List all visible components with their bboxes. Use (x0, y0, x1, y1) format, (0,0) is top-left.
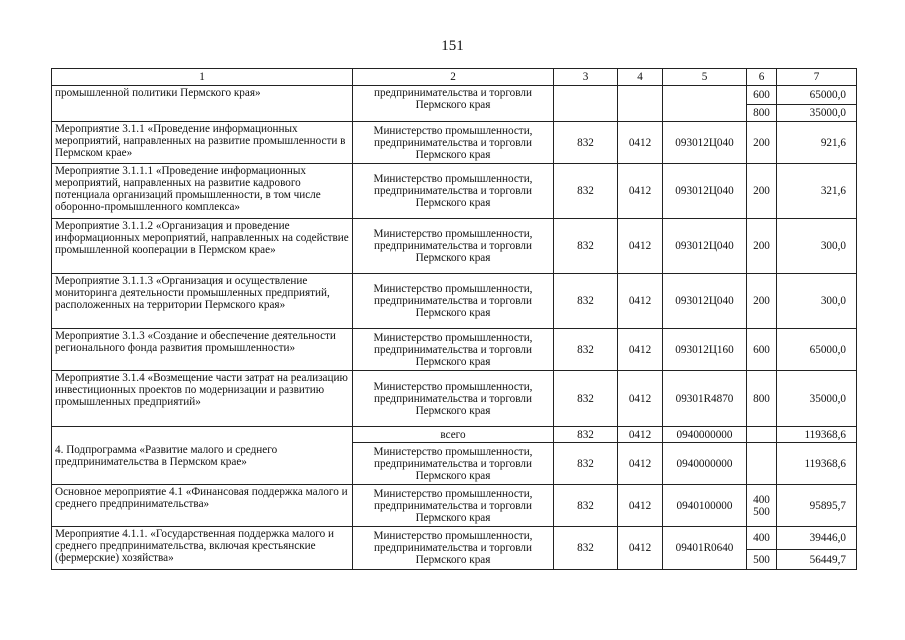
header-cell: 1 (52, 69, 353, 86)
cell-c3 (554, 86, 618, 122)
cell-c7: 300,0 (777, 219, 857, 274)
cell-c5: 09401R0640 (663, 527, 747, 570)
cell-c6: 600 (747, 329, 777, 371)
cell-c6: 200 (747, 164, 777, 219)
cell-c5: 093012Ц040 (663, 219, 747, 274)
cell-c4: 0412 (618, 122, 663, 164)
cell-c4 (618, 86, 663, 122)
responsible: Министерство промышленности, предпринимательства и торговли Пермского края (353, 274, 554, 329)
cell-c3: 832 (554, 485, 618, 527)
table-row (52, 86, 857, 105)
table-row (52, 219, 857, 274)
cell-c6 (747, 443, 777, 485)
responsible: Министерство промышленности, предпринимательства и торговли Пермского края (353, 164, 554, 219)
cell-c6: 400 (747, 527, 777, 550)
cell-c5: 0940100000 (663, 485, 747, 527)
item-name: Мероприятие 3.1.1.3 «Организация и осуществление мониторинга деятельности промышленных предприятий, расположенных на территории Пермского края» (52, 274, 353, 329)
cell-c3: 832 (554, 443, 618, 485)
cell-c3: 832 (554, 371, 618, 427)
cell-c4: 0412 (618, 527, 663, 570)
cell-c6: 200 (747, 122, 777, 164)
cell-c7: 65000,0 (777, 329, 857, 371)
cell-c7: 95895,7 (777, 485, 857, 527)
responsible: Министерство промышленности, предпринимательства и торговли Пермского края (353, 219, 554, 274)
cell-c7: 56449,7 (777, 550, 857, 570)
table-row (52, 485, 857, 527)
responsible: Министерство промышленности, предпринимательства и торговли Пермского края (353, 443, 554, 485)
cell-c4: 0412 (618, 274, 663, 329)
cell-c7: 35000,0 (777, 371, 857, 427)
cell-c5: 093012Ц040 (663, 164, 747, 219)
cell-c4: 0412 (618, 164, 663, 219)
table-row (52, 427, 857, 443)
cell-c6: 800 (747, 105, 777, 122)
item-name: промышленной политики Пермского края» (52, 86, 353, 122)
table-row (52, 329, 857, 371)
item-name: Мероприятие 3.1.3 «Создание и обеспечение деятельности регионального фонда развития промышленности» (52, 329, 353, 371)
cell-c6: 800 (747, 371, 777, 427)
cell-c6: 500 (747, 550, 777, 570)
cell-c4: 0412 (618, 485, 663, 527)
responsible: предпринимательства и торговли Пермского края (353, 86, 554, 122)
header-cell: 3 (554, 69, 618, 86)
item-name: Мероприятие 3.1.1.1 «Проведение информационных мероприятий, направленных на развитие кадрового потенциала организаций промышленности, в том числе оборонно-промышленного комплекса» (52, 164, 353, 219)
header-cell: 7 (777, 69, 857, 86)
header-cell: 6 (747, 69, 777, 86)
cell-c6 (747, 485, 777, 527)
cell-c4: 0412 (618, 443, 663, 485)
responsible: Министерство промышленности, предпринимательства и торговли Пермского края (353, 485, 554, 527)
cell-c3: 832 (554, 427, 618, 443)
cell-c6-line: 500 (753, 505, 770, 518)
responsible: Министерство промышленности, предпринимательства и торговли Пермского края (353, 527, 554, 570)
cell-c7: 35000,0 (777, 105, 857, 122)
table-row (52, 164, 857, 219)
header-row (52, 69, 857, 86)
cell-c3: 832 (554, 274, 618, 329)
cell-c7: 119368,6 (777, 443, 857, 485)
cell-c6 (747, 427, 777, 443)
cell-c7: 119368,6 (777, 427, 857, 443)
cell-c4: 0412 (618, 219, 663, 274)
cell-c5 (663, 86, 747, 122)
table-row (52, 527, 857, 550)
page-number: 151 (441, 38, 464, 54)
responsible: Министерство промышленности, предпринимательства и торговли Пермского края (353, 371, 554, 427)
item-name: Мероприятие 3.1.4 «Возмещение части затрат на реализацию инвестиционных проектов по модернизации и развитию промышленных предприятий» (52, 371, 353, 427)
cell-c5: 093012Ц040 (663, 122, 747, 164)
item-name: 4. Подпрограмма «Развитие малого и среднего предпринимательства в Пермском крае» (52, 427, 353, 485)
cell-c7: 65000,0 (777, 86, 857, 105)
cell-c5: 09301R4870 (663, 371, 747, 427)
cell-c4: 0412 (618, 427, 663, 443)
cell-c6: 200 (747, 274, 777, 329)
cell-c4: 0412 (618, 371, 663, 427)
cell-c7: 39446,0 (777, 527, 857, 550)
header-cell: 4 (618, 69, 663, 86)
table-row (52, 274, 857, 329)
cell-c3: 832 (554, 164, 618, 219)
header-cell: 2 (353, 69, 554, 86)
header-cell: 5 (663, 69, 747, 86)
cell-c5: 093012Ц160 (663, 329, 747, 371)
cell-c3: 832 (554, 122, 618, 164)
item-name: Основное мероприятие 4.1 «Финансовая поддержка малого и среднего предпринимательства» (52, 485, 353, 527)
responsible: Министерство промышленности, предпринимательства и торговли Пермского края (353, 329, 554, 371)
cell-c6: 200 (747, 219, 777, 274)
item-name: Мероприятие 4.1.1. «Государственная поддержка малого и среднего предпринимательства, включая крестьянские (фермерские) хозяйства» (52, 527, 353, 570)
cell-c7: 921,6 (777, 122, 857, 164)
cell-c7: 321,6 (777, 164, 857, 219)
item-name: Мероприятие 3.1.1 «Проведение информационных мероприятий, направленных на развитие промышленности в Пермском крае» (52, 122, 353, 164)
cell-c3: 832 (554, 329, 618, 371)
cell-c3: 832 (554, 527, 618, 570)
cell-c5: 093012Ц040 (663, 274, 747, 329)
table-row (52, 371, 857, 427)
cell-c4: 0412 (618, 329, 663, 371)
cell-c6-line: 400 (753, 493, 770, 506)
budget-table (51, 68, 857, 570)
cell-c3: 832 (554, 219, 618, 274)
cell-c5: 0940000000 (663, 443, 747, 485)
table-row (52, 122, 857, 164)
cell-c6: 600 (747, 86, 777, 105)
total-label: всего (353, 427, 554, 443)
cell-c5: 0940000000 (663, 427, 747, 443)
responsible: Министерство промышленности, предпринимательства и торговли Пермского края (353, 122, 554, 164)
item-name: Мероприятие 3.1.1.2 «Организация и проведение информационных мероприятий, направленных на содействие промышленной кооперации в Пермском крае» (52, 219, 353, 274)
cell-c7: 300,0 (777, 274, 857, 329)
